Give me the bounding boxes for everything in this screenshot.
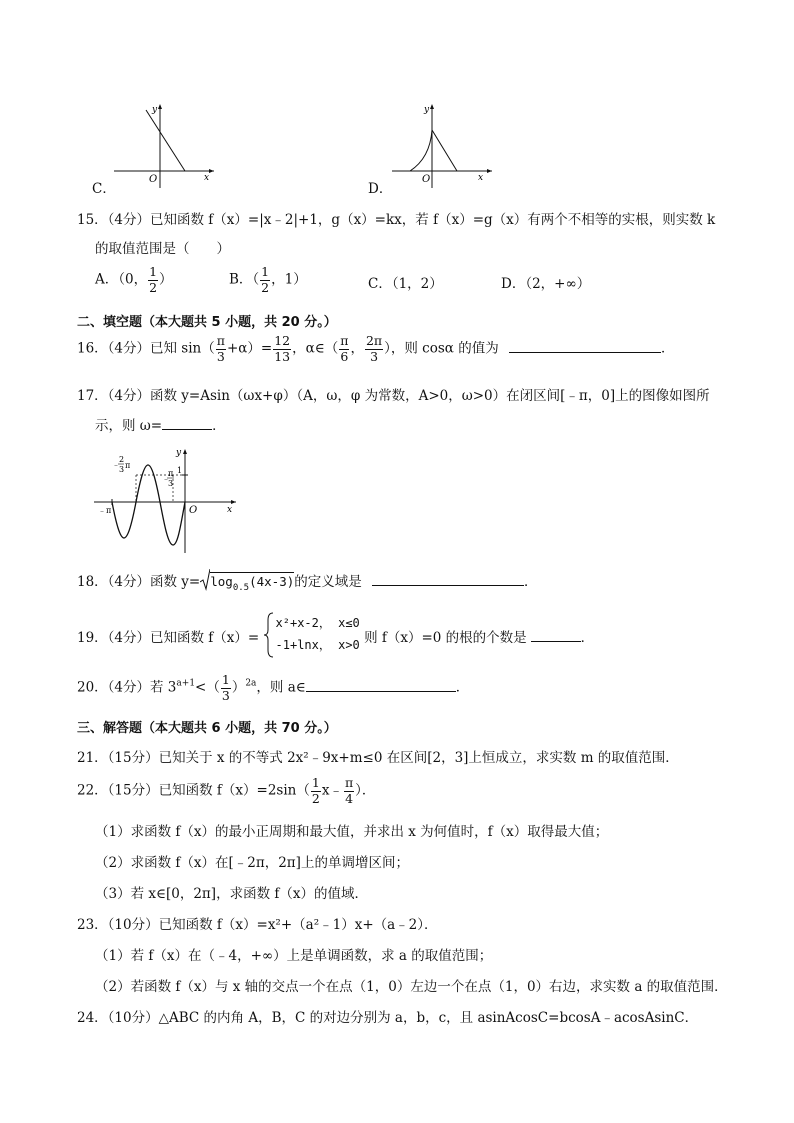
brace-icon <box>264 612 274 658</box>
q19-case2: -1+lnx， x>0 <box>275 638 360 652</box>
q17-graph-23pi-minus: ﹣ <box>112 460 120 469</box>
graph-c-o: O <box>149 174 158 185</box>
q17-graph-23pi-den: 3 <box>119 465 125 474</box>
q23-sub2: （2）若函数 f（x）与 x 轴的交点一个在点（1，0）左边一个在点（1，0）右边，求实数 a 的取值范围． <box>95 979 728 995</box>
q15-option-b: B．（ $\frac{1}{2}$ ，1） <box>229 264 307 295</box>
q18: 18．（4分）函数 y= $\log_{0.5}(4x-3)$的定义域是 ． <box>77 570 538 593</box>
graph-c-x: x <box>204 173 210 183</box>
q21: 21．（15分）已知关于 x 的不等式 2x²﹣9x+m≤0 在区间[2，3]上恒成立，求实数 m 的取值范围． <box>77 750 679 766</box>
q17-graph-negpi: ﹣π <box>98 506 112 515</box>
graph-d <box>380 100 510 192</box>
q17-line2: 示，则 ω= ． <box>95 418 226 434</box>
q20-answer-blank[interactable] <box>306 690 456 692</box>
q15-option-c: C．（1，2） <box>368 276 443 292</box>
q18-answer-blank[interactable] <box>372 584 524 586</box>
graph-d-y: y <box>424 105 430 115</box>
q17-graph-o: O <box>189 505 198 516</box>
q15-option-a: A．（0， $\frac{1}{2}$ ） <box>95 264 173 295</box>
sqrt-sign-icon <box>200 569 210 591</box>
q17-graph-one: 1 <box>177 466 183 475</box>
q22-sub1: （1）求函数 f（x）的最小正周期和最大值，并求出 x 为何值时，f（x）取得最大值； <box>95 824 609 840</box>
q17-graph-x: x <box>227 505 233 515</box>
q16: 16．（4分）已知 sin（ $\frac{\pi}{3}$ +α）= $\frac{12}{13}$ ，α∈（ $\frac{\pi}{6}$ ， $\frac{2\pi}{3}$ ），则 cosα 的值为 ． <box>77 333 675 364</box>
q17-graph-23pi-pi: π <box>125 461 131 470</box>
q22-sub3: （3）若 x∈[0，2π]，求函数 f（x）的值域． <box>95 886 368 902</box>
q19-answer-blank[interactable] <box>531 640 581 642</box>
q23: 23．（10分）已知函数 f（x）=x²+（a²﹣1）x+（a﹣2）． <box>77 917 438 933</box>
q15-line2: 的取值范围是（ ） <box>95 241 230 257</box>
option-d-label: D． <box>368 181 393 197</box>
section-solution-heading: 三、解答题（本大题共 6 小题，共 70 分。） <box>77 721 337 736</box>
q17-line1: 17．（4分）函数 y=Asin（ωx+φ）（A，ω，φ 为常数，A>0，ω>0）在闭区间[﹣π，0]上的图像如图所 <box>77 388 710 404</box>
graph-c-y: y <box>152 105 158 115</box>
option-c-label: C． <box>92 181 116 197</box>
q17-graph-pi3-minus: ﹣ <box>162 474 170 483</box>
q22: 22．（15分）已知函数 f（x）=2sin（ $\frac{1}{2}$ x﹣ $\frac{\pi}{4}$ ）． <box>77 775 376 806</box>
graph-d-x: x <box>478 173 484 183</box>
q22-sub2: （2）求函数 f（x）在[﹣2π，2π]上的单调增区间； <box>95 855 409 871</box>
q17-graph <box>90 443 240 555</box>
q17-graph-y: y <box>176 448 182 458</box>
q23-sub1: （1）若 f（x）在（﹣4，+∞）上是单调函数，求 a 的取值范围； <box>95 948 493 964</box>
q17-graph-pi3-den: 3 <box>168 479 174 488</box>
q19-case1: x²+x-2， x≤0 <box>275 616 360 630</box>
q16-answer-blank[interactable] <box>509 351 661 353</box>
q19: 19．（4分）已知函数 f（x）= x²+x-2， x≤0 -1+lnx， x>0 则 f（x）=0 的根的个数是 ． <box>77 612 594 660</box>
q15-line1: 15．（4分）已知函数 f（x）=|x﹣2|+1，g（x）=kx，若 f（x）=g（x）有两个不相等的实根，则实数 k <box>77 212 716 228</box>
q17-graph-23pi-num: 2 <box>119 455 125 464</box>
graph-d-svg <box>380 100 510 192</box>
q17-graph-pi3-num: π <box>168 469 174 478</box>
graph-d-o: O <box>422 174 431 185</box>
q24: 24．（10分）△ABC 的内角 A，B，C 的对边分别为 a，b，c，且 asinAcosC=bcosA﹣acosAsinC． <box>77 1010 699 1026</box>
q15-option-d: D．（2，+∞） <box>501 276 591 292</box>
q20: 20．（4分）若 $3^{a+1}<$（ $\frac{1}{3}$ ）$^{2a}$，则 a∈ ． <box>77 672 470 703</box>
section-fill-in-heading: 二、填空题（本大题共 5 小题，共 20 分。） <box>77 315 337 330</box>
q17-graph-svg <box>90 443 240 555</box>
q17-answer-blank[interactable] <box>162 428 212 430</box>
